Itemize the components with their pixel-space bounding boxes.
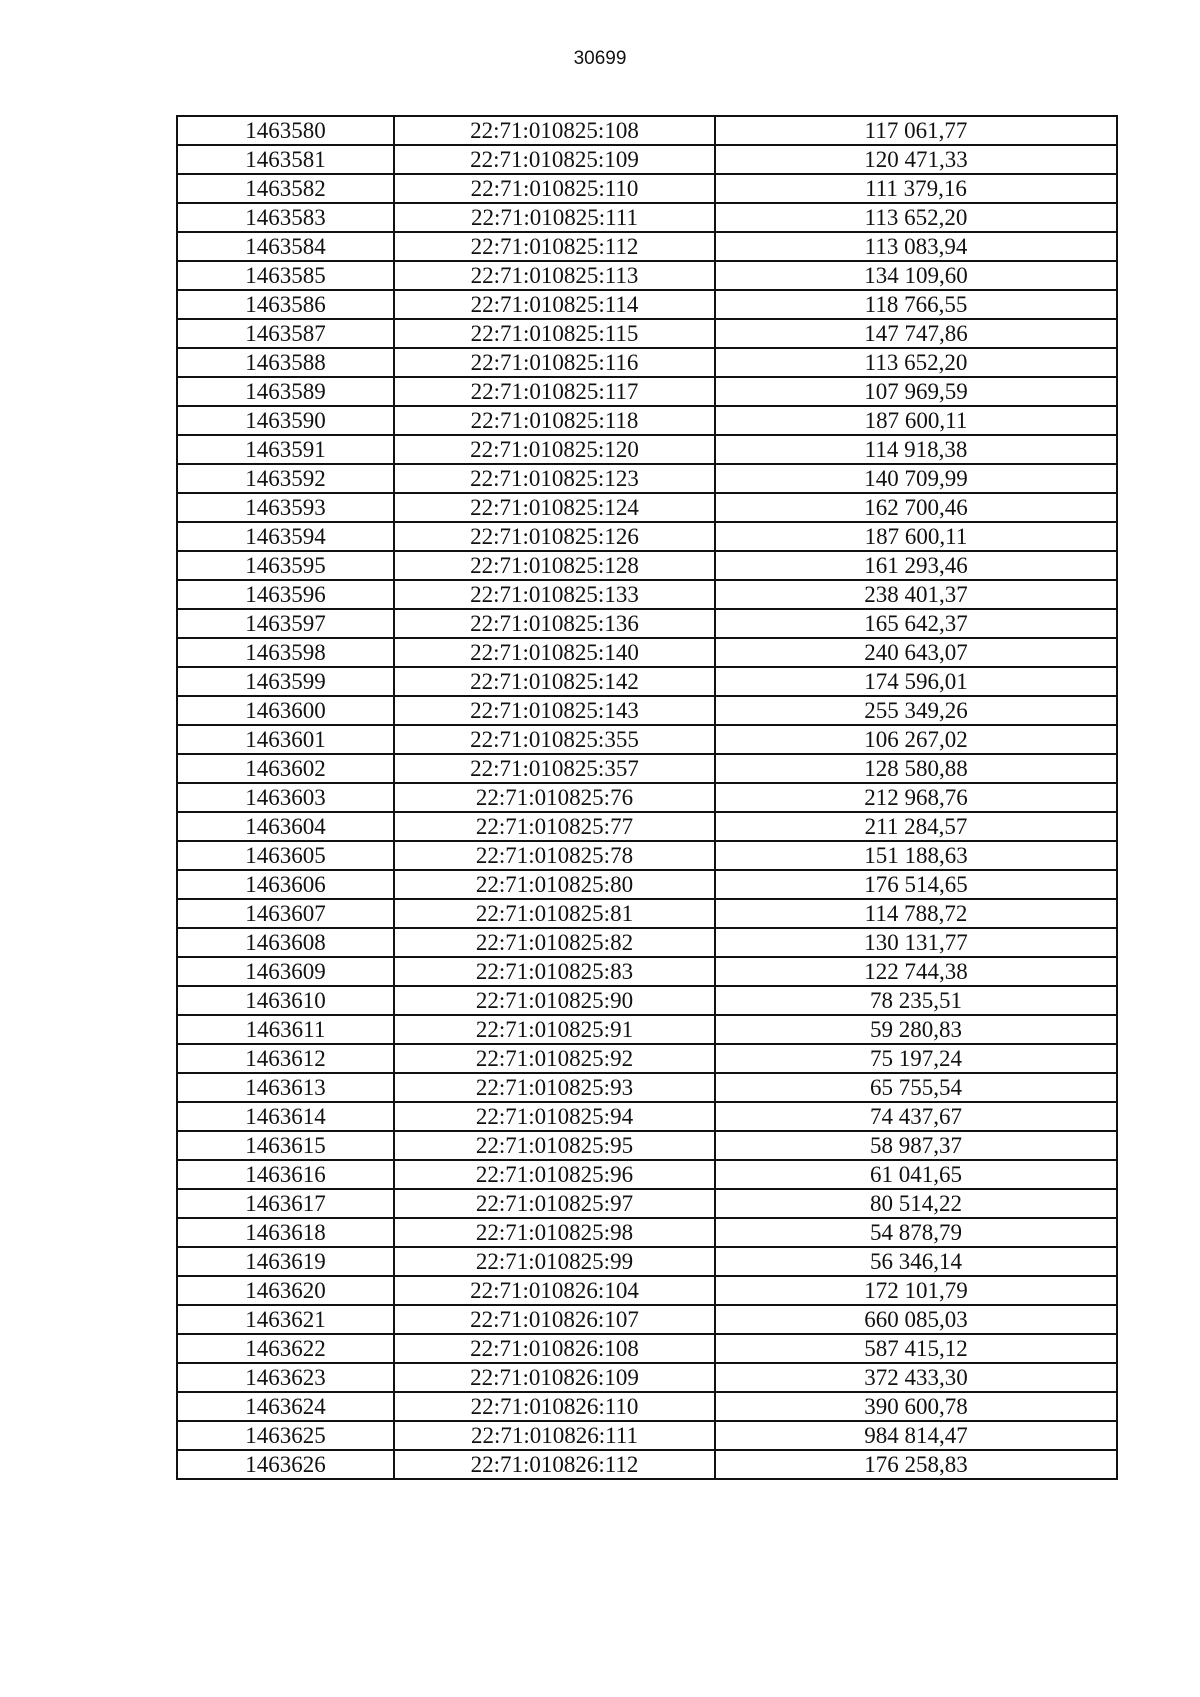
table-row	[177, 1102, 1117, 1131]
record-number-cell: 1463615	[177, 1131, 394, 1160]
cadastral-number-cell: 22:71:010825:123	[394, 464, 715, 493]
value-cell: 176 258,83	[715, 1450, 1117, 1479]
cadastral-number-cell: 22:71:010825:118	[394, 406, 715, 435]
record-number-cell: 1463604	[177, 812, 394, 841]
value-cell: 80 514,22	[715, 1189, 1117, 1218]
table-row	[177, 522, 1117, 551]
value-cell: 134 109,60	[715, 261, 1117, 290]
cadastral-number-cell: 22:71:010825:115	[394, 319, 715, 348]
table-row	[177, 116, 1117, 145]
table-row	[177, 986, 1117, 1015]
cadastral-number-cell: 22:71:010826:111	[394, 1421, 715, 1450]
table-row	[177, 1305, 1117, 1334]
cadastral-number-cell: 22:71:010825:95	[394, 1131, 715, 1160]
value-cell: 984 814,47	[715, 1421, 1117, 1450]
record-number-cell: 1463588	[177, 348, 394, 377]
record-number-cell: 1463595	[177, 551, 394, 580]
table-row	[177, 609, 1117, 638]
value-cell: 176 514,65	[715, 870, 1117, 899]
cadastral-number-cell: 22:71:010825:82	[394, 928, 715, 957]
value-cell: 372 433,30	[715, 1363, 1117, 1392]
table-row	[177, 493, 1117, 522]
value-cell: 161 293,46	[715, 551, 1117, 580]
cadastral-number-cell: 22:71:010825:81	[394, 899, 715, 928]
cadastral-number-cell: 22:71:010826:109	[394, 1363, 715, 1392]
table-row	[177, 1421, 1117, 1450]
record-number-cell: 1463598	[177, 638, 394, 667]
record-number-cell: 1463600	[177, 696, 394, 725]
table-row	[177, 377, 1117, 406]
record-number-cell: 1463625	[177, 1421, 394, 1450]
value-cell: 65 755,54	[715, 1073, 1117, 1102]
table-row	[177, 174, 1117, 203]
cadastral-number-cell: 22:71:010825:93	[394, 1073, 715, 1102]
record-number-cell: 1463582	[177, 174, 394, 203]
record-number-cell: 1463602	[177, 754, 394, 783]
value-cell: 120 471,33	[715, 145, 1117, 174]
record-number-cell: 1463590	[177, 406, 394, 435]
table-row	[177, 261, 1117, 290]
cadastral-number-cell: 22:71:010825:143	[394, 696, 715, 725]
record-number-cell: 1463591	[177, 435, 394, 464]
record-number-cell: 1463609	[177, 957, 394, 986]
cadastral-number-cell: 22:71:010825:124	[394, 493, 715, 522]
table-row	[177, 1131, 1117, 1160]
cadastral-number-cell: 22:71:010825:112	[394, 232, 715, 261]
value-cell: 187 600,11	[715, 522, 1117, 551]
record-number-cell: 1463608	[177, 928, 394, 957]
table-row	[177, 957, 1117, 986]
value-cell: 172 101,79	[715, 1276, 1117, 1305]
record-number-cell: 1463583	[177, 203, 394, 232]
value-cell: 128 580,88	[715, 754, 1117, 783]
value-cell: 390 600,78	[715, 1392, 1117, 1421]
table-row	[177, 812, 1117, 841]
record-number-cell: 1463580	[177, 116, 394, 145]
table-row	[177, 1189, 1117, 1218]
table-row	[177, 1392, 1117, 1421]
table-row	[177, 696, 1117, 725]
value-cell: 240 643,07	[715, 638, 1117, 667]
cadastral-number-cell: 22:71:010825:91	[394, 1015, 715, 1044]
table-row	[177, 899, 1117, 928]
record-number-cell: 1463599	[177, 667, 394, 696]
cadastral-number-cell: 22:71:010825:80	[394, 870, 715, 899]
value-cell: 118 766,55	[715, 290, 1117, 319]
record-number-cell: 1463606	[177, 870, 394, 899]
record-number-cell: 1463617	[177, 1189, 394, 1218]
value-cell: 117 061,77	[715, 116, 1117, 145]
value-cell: 165 642,37	[715, 609, 1117, 638]
cadastral-number-cell: 22:71:010825:77	[394, 812, 715, 841]
value-cell: 74 437,67	[715, 1102, 1117, 1131]
cadastral-number-cell: 22:71:010825:78	[394, 841, 715, 870]
record-number-cell: 1463586	[177, 290, 394, 319]
table-row	[177, 1073, 1117, 1102]
cadastral-number-cell: 22:71:010825:140	[394, 638, 715, 667]
table-row	[177, 870, 1117, 899]
record-number-cell: 1463584	[177, 232, 394, 261]
value-cell: 114 788,72	[715, 899, 1117, 928]
table-row	[177, 203, 1117, 232]
value-cell: 56 346,14	[715, 1247, 1117, 1276]
table-row	[177, 319, 1117, 348]
record-number-cell: 1463614	[177, 1102, 394, 1131]
table-row	[177, 725, 1117, 754]
table-row	[177, 638, 1117, 667]
cadastral-number-cell: 22:71:010825:109	[394, 145, 715, 174]
record-number-cell: 1463613	[177, 1073, 394, 1102]
cadastral-number-cell: 22:71:010826:108	[394, 1334, 715, 1363]
record-number-cell: 1463611	[177, 1015, 394, 1044]
page-number: 30699	[573, 48, 627, 69]
record-number-cell: 1463596	[177, 580, 394, 609]
record-number-cell: 1463587	[177, 319, 394, 348]
cadastral-number-cell: 22:71:010825:96	[394, 1160, 715, 1189]
cadastral-number-cell: 22:71:010825:357	[394, 754, 715, 783]
table-row	[177, 841, 1117, 870]
value-cell: 78 235,51	[715, 986, 1117, 1015]
record-number-cell: 1463592	[177, 464, 394, 493]
table-row	[177, 928, 1117, 957]
record-number-cell: 1463619	[177, 1247, 394, 1276]
record-number-cell: 1463612	[177, 1044, 394, 1073]
record-number-cell: 1463610	[177, 986, 394, 1015]
table-row	[177, 1363, 1117, 1392]
value-cell: 58 987,37	[715, 1131, 1117, 1160]
table-row	[177, 232, 1117, 261]
value-cell: 75 197,24	[715, 1044, 1117, 1073]
record-number-cell: 1463594	[177, 522, 394, 551]
cadastral-number-cell: 22:71:010825:94	[394, 1102, 715, 1131]
cadastral-number-cell: 22:71:010825:110	[394, 174, 715, 203]
table-row	[177, 1276, 1117, 1305]
table-row	[177, 1218, 1117, 1247]
record-number-cell: 1463603	[177, 783, 394, 812]
record-number-cell: 1463597	[177, 609, 394, 638]
table-row	[177, 290, 1117, 319]
cadastral-number-cell: 22:71:010825:92	[394, 1044, 715, 1073]
cadastral-number-cell: 22:71:010825:128	[394, 551, 715, 580]
record-number-cell: 1463605	[177, 841, 394, 870]
table-body	[177, 116, 1117, 1479]
cadastral-number-cell: 22:71:010826:107	[394, 1305, 715, 1334]
cadastral-number-cell: 22:71:010825:117	[394, 377, 715, 406]
cadastral-number-cell: 22:71:010825:355	[394, 725, 715, 754]
record-number-cell: 1463585	[177, 261, 394, 290]
record-number-cell: 1463581	[177, 145, 394, 174]
cadastral-number-cell: 22:71:010825:113	[394, 261, 715, 290]
table-row	[177, 580, 1117, 609]
value-cell: 187 600,11	[715, 406, 1117, 435]
cadastral-number-cell: 22:71:010825:133	[394, 580, 715, 609]
table-row	[177, 406, 1117, 435]
value-cell: 147 747,86	[715, 319, 1117, 348]
value-cell: 122 744,38	[715, 957, 1117, 986]
cadastral-number-cell: 22:71:010825:99	[394, 1247, 715, 1276]
table-row	[177, 1160, 1117, 1189]
value-cell: 211 284,57	[715, 812, 1117, 841]
cadastral-number-cell: 22:71:010826:110	[394, 1392, 715, 1421]
cadastral-number-cell: 22:71:010825:142	[394, 667, 715, 696]
value-cell: 113 083,94	[715, 232, 1117, 261]
record-number-cell: 1463607	[177, 899, 394, 928]
table-row	[177, 1015, 1117, 1044]
table-row	[177, 1334, 1117, 1363]
value-cell: 114 918,38	[715, 435, 1117, 464]
value-cell: 660 085,03	[715, 1305, 1117, 1334]
cadastral-number-cell: 22:71:010825:76	[394, 783, 715, 812]
record-number-cell: 1463622	[177, 1334, 394, 1363]
cadastral-number-cell: 22:71:010825:83	[394, 957, 715, 986]
cadastral-number-cell: 22:71:010825:108	[394, 116, 715, 145]
value-cell: 113 652,20	[715, 203, 1117, 232]
value-cell: 140 709,99	[715, 464, 1117, 493]
value-cell: 151 188,63	[715, 841, 1117, 870]
table-row	[177, 1450, 1117, 1479]
cadastral-number-cell: 22:71:010825:136	[394, 609, 715, 638]
record-number-cell: 1463626	[177, 1450, 394, 1479]
value-cell: 106 267,02	[715, 725, 1117, 754]
record-number-cell: 1463623	[177, 1363, 394, 1392]
table-row	[177, 1044, 1117, 1073]
record-number-cell: 1463616	[177, 1160, 394, 1189]
record-number-cell: 1463601	[177, 725, 394, 754]
record-number-cell: 1463618	[177, 1218, 394, 1247]
value-cell: 113 652,20	[715, 348, 1117, 377]
cadastral-number-cell: 22:71:010826:104	[394, 1276, 715, 1305]
value-cell: 107 969,59	[715, 377, 1117, 406]
table-row	[177, 145, 1117, 174]
value-cell: 130 131,77	[715, 928, 1117, 957]
value-cell: 54 878,79	[715, 1218, 1117, 1247]
table-row	[177, 464, 1117, 493]
table-row	[177, 435, 1117, 464]
value-cell: 587 415,12	[715, 1334, 1117, 1363]
cadastral-number-cell: 22:71:010825:98	[394, 1218, 715, 1247]
cadastral-number-cell: 22:71:010825:114	[394, 290, 715, 319]
cadastral-number-cell: 22:71:010825:120	[394, 435, 715, 464]
cadastral-number-cell: 22:71:010825:126	[394, 522, 715, 551]
table-row	[177, 667, 1117, 696]
table-row	[177, 551, 1117, 580]
value-cell: 238 401,37	[715, 580, 1117, 609]
record-number-cell: 1463593	[177, 493, 394, 522]
value-cell: 255 349,26	[715, 696, 1117, 725]
cadastral-number-cell: 22:71:010825:90	[394, 986, 715, 1015]
value-cell: 61 041,65	[715, 1160, 1117, 1189]
table-row	[177, 1247, 1117, 1276]
cadastral-number-cell: 22:71:010825:116	[394, 348, 715, 377]
table-row	[177, 348, 1117, 377]
cadastral-number-cell: 22:71:010825:111	[394, 203, 715, 232]
table-row	[177, 783, 1117, 812]
value-cell: 111 379,16	[715, 174, 1117, 203]
cadastral-number-cell: 22:71:010826:112	[394, 1450, 715, 1479]
table-row	[177, 754, 1117, 783]
record-number-cell: 1463621	[177, 1305, 394, 1334]
record-number-cell: 1463624	[177, 1392, 394, 1421]
value-cell: 162 700,46	[715, 493, 1117, 522]
value-cell: 212 968,76	[715, 783, 1117, 812]
value-cell: 59 280,83	[715, 1015, 1117, 1044]
value-cell: 174 596,01	[715, 667, 1117, 696]
cadastral-number-cell: 22:71:010825:97	[394, 1189, 715, 1218]
data-table	[176, 115, 1118, 1480]
record-number-cell: 1463620	[177, 1276, 394, 1305]
record-number-cell: 1463589	[177, 377, 394, 406]
